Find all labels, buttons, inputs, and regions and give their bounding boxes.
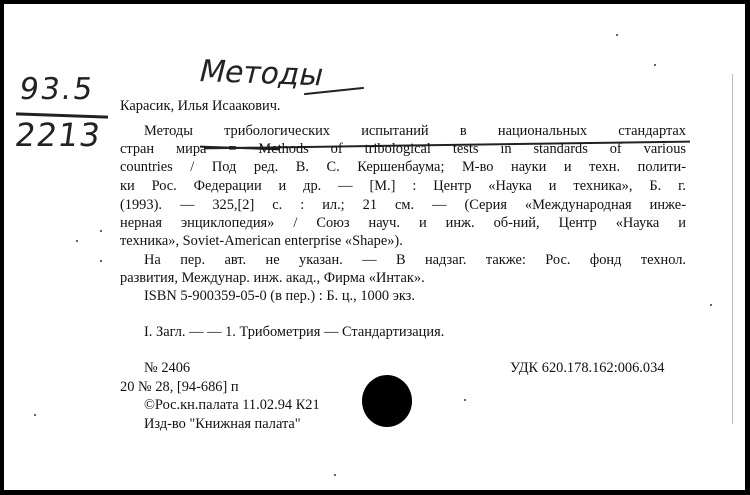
description-line: (1993). — 325,[2] с. : ил.; 21 см. — (Серия «Международная инже- (120, 197, 686, 213)
udk-code: УДК 620.178.162:006.034 (510, 360, 665, 376)
speck (654, 64, 656, 66)
handwritten-title-note: Методы (195, 54, 328, 94)
card-number: № 2406 (144, 360, 191, 376)
ink-blot (362, 375, 412, 427)
description-line: countries / Под ред. В. С. Кершенбаума; М-во науки и техн. полити- (120, 159, 686, 175)
description-line: техника», Soviet-American enterprise «Shape»). (120, 233, 403, 249)
publisher-line: Изд-во "Книжная палата" (144, 416, 301, 432)
copyright-line: ©Рос.кн.палата 11.02.94 К21 (144, 397, 320, 413)
speck (464, 399, 466, 401)
subject-headings: I. Загл. — — 1. Трибометрия — Стандартизация. (144, 324, 445, 340)
description-line: ки Рос. Федерации и др. — [М.] : Центр «Наука и техника», Б. г. (120, 178, 686, 194)
shelf-mark-number-handwritten: 2213 (12, 116, 104, 154)
note-line: На пер. авт. не указан. — В надзаг. также: Рос. фонд технол. (144, 252, 686, 268)
speck (334, 474, 336, 476)
description-line: нерная энциклопедия» / Союз науч. и инж. об-ний, Центр «Наука и (120, 215, 686, 231)
speck (710, 304, 712, 306)
isbn-line: ISBN 5-900359-05-0 (в пер.) : Б. ц., 1000 экз. (144, 288, 415, 304)
title-line: Методы трибологических испытаний в национальных стандартах (144, 123, 686, 139)
catalog-card (4, 4, 745, 490)
speck (616, 34, 618, 36)
author-heading: Карасик, Илья Исаакович. (120, 98, 281, 114)
shelf-mark-handwritten: 93.5 (17, 72, 97, 107)
card-edge-mark (732, 74, 733, 424)
note-line: развития, Междунар. инж. акад., Фирма «Интак». (120, 270, 425, 286)
speck (100, 260, 102, 262)
speck (100, 230, 102, 232)
batch-number: 20 № 28, [94-686] п (120, 379, 239, 395)
speck (76, 240, 78, 242)
speck (34, 414, 36, 416)
description-line: стран мира = Methods of tribological tests in standards of various (120, 141, 686, 157)
